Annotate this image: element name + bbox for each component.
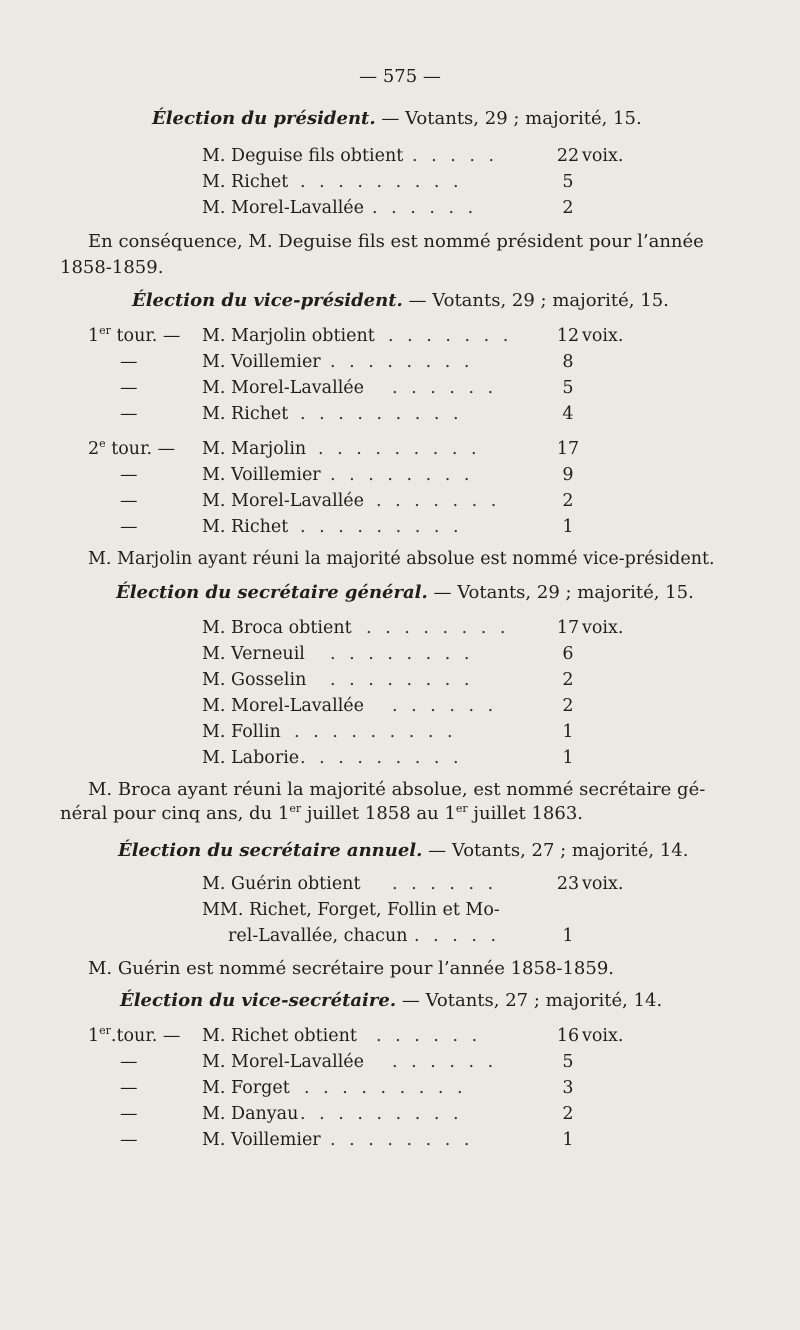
heading-election-vice-president <box>132 290 669 311</box>
leader-dots: . . . . . . . . <box>330 465 474 485</box>
vote-count: 4 <box>562 404 574 424</box>
leader-dots: . . . . . . . . . <box>318 439 481 459</box>
tour-label: 2e tour. — <box>88 437 176 459</box>
leader-dots: . . . . . . . . . <box>300 1104 463 1124</box>
leader-dots: . . . . . . . <box>388 326 513 346</box>
dash: — <box>120 1052 138 1072</box>
leader-dots: . . . . . . . . . <box>300 517 463 537</box>
vote-row <box>0 198 800 224</box>
candidate-names: MM. Richet, Forget, Follin et Mo- <box>202 900 500 920</box>
vote-count: 17 <box>556 439 580 459</box>
vote-count: 6 <box>562 644 574 664</box>
candidate-name: M. Voillemier <box>202 465 321 485</box>
vote-count: 3 <box>562 1078 574 1098</box>
heading-italic: Élection du vice-président. <box>132 290 403 311</box>
vote-row <box>0 1052 800 1078</box>
candidate-name: M. Deguise fils obtient <box>202 146 404 166</box>
vote-count: 1 <box>562 748 574 768</box>
heading-rest: — Votants, 27 ; majorité, 14. <box>428 840 689 861</box>
conclusion-secretaire-annuel: M. Guérin est nommé secrétaire pour l’année 1858-1859. <box>88 958 615 979</box>
vote-row <box>0 1078 800 1104</box>
vote-row <box>0 172 800 198</box>
vote-unit: voix. <box>582 1026 624 1046</box>
conclusion-vice-president: M. Marjolin ayant réuni la majorité absolue est nommé vice-président. <box>88 549 715 569</box>
vote-count: 2 <box>562 198 574 218</box>
heading-election-secretaire-general <box>116 582 694 603</box>
heading-italic: Élection du vice-secrétaire. <box>120 990 397 1011</box>
candidate-name: M. Voillemier <box>202 1130 321 1150</box>
vote-unit: voix. <box>582 618 624 638</box>
vote-row <box>0 378 800 404</box>
conclusion-secretaire-general-line2: néral pour cinq ans, du 1er juillet 1858 au 1er juillet 1863. <box>60 802 583 824</box>
leader-dots: . . . . . . <box>392 874 498 894</box>
candidate-name: M. Voillemier <box>202 352 321 372</box>
vote-row <box>0 491 800 517</box>
vote-count: 2 <box>562 1104 574 1124</box>
dash: — <box>120 1130 138 1150</box>
vote-count: 5 <box>562 172 574 192</box>
candidate-name: M. Richet <box>202 517 289 537</box>
page-number: — 575 — <box>359 66 441 87</box>
heading-election-president <box>152 108 642 129</box>
candidate-name: M. Broca obtient <box>202 618 352 638</box>
candidate-name: M. Morel-Lavallée <box>202 491 365 511</box>
leader-dots: . . . . . . . . . <box>300 748 463 768</box>
vote-unit: voix. <box>582 326 624 346</box>
vote-row <box>0 1026 800 1052</box>
leader-dots: . . . . . . . . . <box>300 172 463 192</box>
dash: — <box>120 352 138 372</box>
candidate-name: M. Verneuil <box>202 644 305 664</box>
vote-count: 5 <box>562 378 574 398</box>
dash: — <box>120 378 138 398</box>
leader-dots: . . . . . . . . <box>330 1130 474 1150</box>
vote-row <box>0 618 800 644</box>
leader-dots: . . . . . . . <box>376 491 501 511</box>
candidate-name: M. Laborie <box>202 748 300 768</box>
vote-row <box>0 1130 800 1156</box>
candidate-name: M. Morel-Lavallée <box>202 696 365 716</box>
leader-dots: . . . . . . . . . <box>304 1078 467 1098</box>
vote-unit: voix. <box>582 874 624 894</box>
vote-row <box>0 900 800 926</box>
vote-count: 8 <box>562 352 574 372</box>
vote-row <box>0 722 800 748</box>
candidate-name: M. Danyau <box>202 1104 299 1124</box>
vote-count: 9 <box>562 465 574 485</box>
conclusion-president-line2: 1858-1859. <box>60 257 164 278</box>
vote-row <box>0 146 800 172</box>
vote-count: 2 <box>562 696 574 716</box>
dash: — <box>120 465 138 485</box>
candidate-name: M. Morel-Lavallée <box>202 1052 365 1072</box>
vote-count: 1 <box>562 722 574 742</box>
vote-count: 1 <box>562 926 574 946</box>
heading-election-secretaire-annuel <box>118 840 688 861</box>
leader-dots: . . . . . . . . <box>330 352 474 372</box>
vote-row <box>0 748 800 774</box>
leader-dots: . . . . . . . . <box>330 644 474 664</box>
dash: — <box>120 491 138 511</box>
vote-row <box>0 517 800 543</box>
heading-italic: Élection du président. <box>152 108 376 129</box>
vote-row <box>0 670 800 696</box>
candidate-name: M. Marjolin obtient <box>202 326 375 346</box>
vote-row <box>0 439 800 465</box>
heading-rest: — Votants, 29 ; majorité, 15. <box>433 582 694 603</box>
candidate-name: M. Morel-Lavallée <box>202 378 365 398</box>
heading-election-vice-secretaire <box>120 990 662 1011</box>
conclusion-secretaire-general-line1: M. Broca ayant réuni la majorité absolue, est nommé secrétaire gé- <box>88 779 706 800</box>
candidate-name: M. Richet <box>202 404 289 424</box>
vote-row <box>0 352 800 378</box>
dash: — <box>120 1104 138 1124</box>
leader-dots: . . . . . . <box>392 696 498 716</box>
vote-row <box>0 326 800 352</box>
candidate-name: M. Richet obtient <box>202 1026 357 1046</box>
leader-dots: . . . . . . . . . <box>294 722 457 742</box>
heading-rest: — Votants, 29 ; majorité, 15. <box>408 290 669 311</box>
dash: — <box>120 517 138 537</box>
vote-row <box>0 404 800 430</box>
vote-count: 22 <box>556 146 580 166</box>
vote-count: 17 <box>556 618 580 638</box>
vote-count: 16 <box>556 1026 580 1046</box>
vote-row <box>0 926 800 952</box>
candidate-name: M. Morel-Lavallée <box>202 198 365 218</box>
leader-dots: . . . . . . . . . <box>300 404 463 424</box>
vote-row <box>0 1104 800 1130</box>
candidate-name: M. Guérin obtient <box>202 874 361 894</box>
vote-count: 2 <box>562 670 574 690</box>
tour-label: 1er.tour. — <box>88 1024 181 1046</box>
vote-unit: voix. <box>582 146 624 166</box>
leader-dots: . . . . . . . . <box>366 618 510 638</box>
candidate-name: M. Marjolin <box>202 439 307 459</box>
leader-dots: . . . . . . <box>372 198 478 218</box>
vote-row <box>0 696 800 722</box>
heading-italic: Élection du secrétaire annuel. <box>118 840 423 861</box>
dash: — <box>120 404 138 424</box>
candidate-name: M. Richet <box>202 172 289 192</box>
vote-count: 2 <box>562 491 574 511</box>
dash: — <box>120 1078 138 1098</box>
candidate-name: M. Gosselin <box>202 670 307 690</box>
vote-row <box>0 644 800 670</box>
vote-count: 5 <box>562 1052 574 1072</box>
conclusion-president-line1: En conséquence, M. Deguise fils est nommé président pour l’année <box>88 231 704 252</box>
candidate-name: M. Follin <box>202 722 281 742</box>
vote-row <box>0 874 800 900</box>
candidate-names-cont: rel-Lavallée, chacun <box>228 926 408 946</box>
vote-count: 1 <box>562 517 574 537</box>
candidate-name: M. Forget <box>202 1078 290 1098</box>
heading-italic: Élection du secrétaire général. <box>116 582 428 603</box>
leader-dots: . . . . . . <box>376 1026 482 1046</box>
leader-dots: . . . . . . . . <box>330 670 474 690</box>
vote-count: 12 <box>556 326 580 346</box>
leader-dots: . . . . . . <box>392 378 498 398</box>
leader-dots: . . . . . . <box>392 1052 498 1072</box>
vote-row <box>0 465 800 491</box>
tour-label: 1er tour. — <box>88 324 181 346</box>
leader-dots: . . . . . <box>414 926 501 946</box>
leader-dots: . . . . . <box>412 146 499 166</box>
heading-rest: — Votants, 29 ; majorité, 15. <box>381 108 642 129</box>
heading-rest: — Votants, 27 ; majorité, 14. <box>401 990 663 1011</box>
vote-count: 1 <box>562 1130 574 1150</box>
vote-count: 23 <box>556 874 580 894</box>
